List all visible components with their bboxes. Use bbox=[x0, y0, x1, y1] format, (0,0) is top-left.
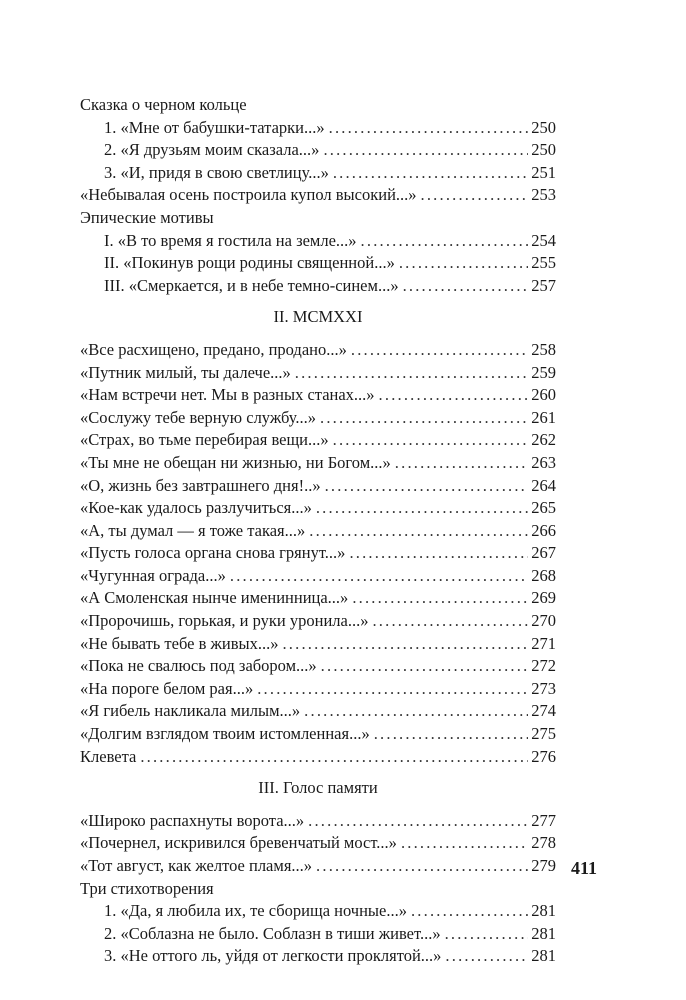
toc-entry bbox=[80, 832, 556, 855]
toc-entry-page: 269 bbox=[531, 588, 556, 608]
toc-entry bbox=[80, 429, 556, 452]
toc-entry-title: «Путник милый, ты далече...» bbox=[80, 362, 291, 382]
toc-entry-title: «Чугунная ограда...» bbox=[80, 565, 226, 585]
dot-leader bbox=[401, 832, 528, 855]
toc-entry bbox=[80, 497, 556, 520]
toc-entry bbox=[80, 678, 556, 701]
toc-entry-page: 262 bbox=[531, 430, 556, 450]
toc-entry bbox=[80, 587, 556, 610]
toc-entry-page: 276 bbox=[531, 746, 556, 766]
toc-entry-title: «А Смоленская нынче именинница...» bbox=[80, 588, 349, 608]
table-of-contents bbox=[80, 94, 556, 968]
dot-leader bbox=[372, 610, 528, 633]
toc-entry bbox=[80, 520, 556, 543]
toc-entry-page: 265 bbox=[531, 498, 556, 518]
toc-entry-page: 266 bbox=[531, 520, 556, 540]
dot-leader bbox=[379, 384, 529, 407]
toc-entry bbox=[80, 230, 556, 253]
section-entries bbox=[80, 339, 556, 768]
dot-leader bbox=[308, 810, 528, 833]
toc-entry-page: 281 bbox=[531, 946, 556, 966]
toc-entry bbox=[80, 407, 556, 430]
toc-entry-page: 274 bbox=[531, 701, 556, 721]
toc-entry bbox=[80, 723, 556, 746]
toc-entry bbox=[80, 162, 556, 185]
toc-entry bbox=[80, 339, 556, 362]
toc-entry bbox=[80, 610, 556, 633]
dot-leader bbox=[140, 746, 528, 769]
dot-leader bbox=[395, 452, 528, 475]
dot-leader bbox=[361, 230, 529, 253]
toc-entry bbox=[80, 633, 556, 656]
toc-entry-title: 1. «Мне от бабушки-татарки...» bbox=[104, 117, 325, 137]
group-heading: Три стихотворения bbox=[80, 878, 214, 898]
dot-leader bbox=[403, 275, 529, 298]
toc-entry-title: «На пороге белом рая...» bbox=[80, 678, 254, 698]
toc-entry bbox=[80, 900, 556, 923]
toc-entry-title: «Тот август, как желтое пламя...» bbox=[80, 856, 313, 875]
toc-entry bbox=[80, 542, 556, 565]
section-title: III. Голос памяти bbox=[258, 778, 378, 798]
toc-entry bbox=[80, 452, 556, 475]
dot-leader bbox=[323, 139, 528, 162]
toc-entry-title: II. «Покинув рощи родины священной...» bbox=[104, 253, 395, 273]
toc-entry-page: 263 bbox=[531, 452, 556, 472]
toc-entry bbox=[80, 923, 556, 946]
toc-entry-page: 268 bbox=[531, 565, 556, 585]
toc-entry-page: 281 bbox=[531, 901, 556, 921]
dot-leader bbox=[399, 252, 528, 275]
toc-entry-title: «А, ты думал — я тоже такая...» bbox=[80, 520, 306, 540]
toc-entry-title: «Страх, во тьме перебирая вещи...» bbox=[80, 430, 329, 450]
toc-entry bbox=[80, 565, 556, 588]
toc-entry-page: 275 bbox=[531, 724, 556, 744]
toc-entry-title: 2. «Соблазна не было. Соблазн в тиши живет...» bbox=[104, 923, 441, 943]
toc-entry-title: «Все расхищено, предано, продано...» bbox=[80, 339, 347, 359]
toc-entry-title: «Пророчишь, горькая, и руки уронила...» bbox=[80, 611, 369, 631]
dot-leader bbox=[282, 633, 528, 656]
dot-leader bbox=[316, 855, 528, 878]
dot-leader bbox=[411, 900, 528, 923]
toc-entry bbox=[80, 855, 556, 878]
toc-entry-page: 279 bbox=[531, 856, 556, 875]
dot-leader bbox=[329, 117, 529, 140]
toc-entry-page: 271 bbox=[531, 633, 556, 653]
toc-entry-title: «Ты мне не обещан ни жизнью, ни Богом...» bbox=[80, 452, 391, 472]
toc-entry-title: III. «Смеркается, и в небе темно-синем...» bbox=[104, 275, 399, 295]
dot-leader bbox=[257, 678, 528, 701]
dot-leader bbox=[304, 700, 528, 723]
toc-entry bbox=[80, 945, 556, 968]
toc-entry-title: «О, жизнь без завтрашнего дня!..» bbox=[80, 475, 321, 495]
toc-entry bbox=[80, 139, 556, 162]
toc-entry-title: I. «В то время я гостила на земле...» bbox=[104, 230, 357, 250]
toc-entry-page: 277 bbox=[531, 810, 556, 830]
toc-entry-page: 254 bbox=[531, 230, 556, 250]
toc-entry bbox=[80, 810, 556, 833]
toc-entry-page: 253 bbox=[531, 185, 556, 205]
toc-entry-page: 273 bbox=[531, 678, 556, 698]
toc-entry-page: 267 bbox=[531, 543, 556, 563]
dot-leader bbox=[333, 162, 528, 185]
toc-entry-title: «Пусть голоса органа снова грянут...» bbox=[80, 543, 346, 563]
toc-entry-page: 270 bbox=[531, 611, 556, 631]
section-entries bbox=[80, 810, 556, 878]
toc-entry bbox=[80, 384, 556, 407]
toc-entry bbox=[80, 252, 556, 275]
toc-entry bbox=[80, 700, 556, 723]
toc-entry bbox=[80, 275, 556, 298]
toc-entry-title: «Кое-как удалось разлучиться...» bbox=[80, 498, 312, 518]
toc-entry-page: 257 bbox=[531, 275, 556, 295]
toc-entry bbox=[80, 746, 556, 769]
toc-entry-page: 259 bbox=[531, 362, 556, 382]
toc-entry-title: «Долгим взглядом твоим истомленная...» bbox=[80, 724, 370, 744]
section-title: II. MCMXXI bbox=[273, 307, 363, 327]
toc-entry-title: 2. «Я друзьям моим сказала...» bbox=[104, 140, 320, 160]
page-number: 411 bbox=[571, 858, 598, 878]
group-heading: Сказка о черном кольце bbox=[80, 95, 247, 114]
toc-entry bbox=[80, 475, 556, 498]
toc-entry-page: 258 bbox=[531, 339, 556, 359]
toc-entry-title: «Почернел, искривился бревенчатый мост...» bbox=[80, 833, 397, 853]
toc-entry bbox=[80, 362, 556, 385]
toc-entry-title: «Небывалая осень построила купол высокий...» bbox=[80, 185, 417, 205]
toc-entry-page: 261 bbox=[531, 407, 556, 427]
toc-entry-title: Клевета bbox=[80, 746, 137, 766]
dot-leader bbox=[445, 945, 528, 968]
dot-leader bbox=[352, 587, 528, 610]
toc-entry-title: «Широко распахнуты ворота...» bbox=[80, 810, 305, 830]
dot-leader bbox=[309, 520, 528, 543]
group-entries bbox=[80, 900, 556, 968]
toc-entry bbox=[80, 117, 556, 140]
toc-entry-page: 250 bbox=[531, 140, 556, 160]
dot-leader bbox=[349, 542, 528, 565]
toc-entry-page: 260 bbox=[531, 385, 556, 405]
toc-entry-title: «Сослужу тебе верную службу...» bbox=[80, 407, 317, 427]
dot-leader bbox=[316, 497, 528, 520]
dot-leader bbox=[333, 429, 529, 452]
toc-entry-page: 281 bbox=[531, 923, 556, 943]
toc-entry-title: «Не бывать тебе в живых...» bbox=[80, 633, 279, 653]
dot-leader bbox=[351, 339, 528, 362]
toc-entry-title: 3. «И, придя в свою светлицу...» bbox=[104, 162, 329, 182]
toc-entry bbox=[80, 655, 556, 678]
toc-entry-page: 255 bbox=[531, 253, 556, 273]
dot-leader bbox=[230, 565, 528, 588]
dot-leader bbox=[321, 655, 529, 678]
toc-entry-title: «Нам встречи нет. Мы в разных станах...» bbox=[80, 385, 375, 405]
toc-entry-page: 264 bbox=[531, 475, 556, 495]
group-heading: Эпические мотивы bbox=[80, 207, 214, 227]
toc-entry-title: «Пока не свалюсь под забором...» bbox=[80, 656, 317, 676]
dot-leader bbox=[325, 475, 529, 498]
dot-leader bbox=[374, 723, 529, 746]
toc-entry-title: 1. «Да, я любила их, те сборища ночные...» bbox=[104, 901, 407, 921]
toc-entry bbox=[80, 184, 556, 207]
toc-entry-page: 278 bbox=[531, 833, 556, 853]
toc-entry-title: 3. «Не оттого ль, уйдя от легкости проклятой...» bbox=[104, 946, 442, 966]
dot-leader bbox=[320, 407, 528, 430]
toc-entry-title: «Я гибель накликала милым...» bbox=[80, 701, 301, 721]
dot-leader bbox=[445, 923, 529, 946]
toc-entry-page: 251 bbox=[531, 162, 556, 182]
toc-entry-page: 250 bbox=[531, 117, 556, 137]
dot-leader bbox=[421, 184, 529, 207]
dot-leader bbox=[295, 362, 528, 385]
toc-entry-page: 272 bbox=[531, 656, 556, 676]
